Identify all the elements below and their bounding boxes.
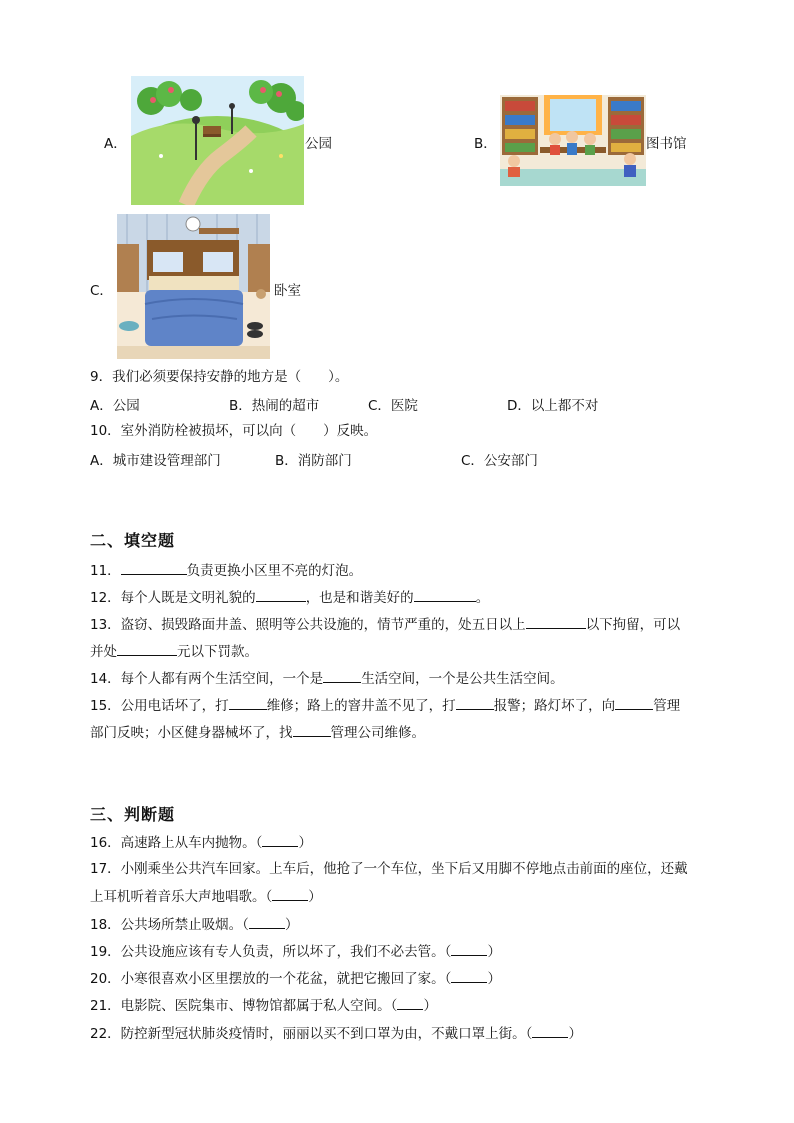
q19-answer-blank[interactable] bbox=[451, 941, 487, 956]
q17-text: 上耳机听着音乐大声地唱歌。（ bbox=[90, 889, 273, 905]
q10-option-b: B．消防部门 bbox=[275, 453, 352, 469]
bedroom-image bbox=[117, 214, 270, 359]
q18-close: ） bbox=[284, 917, 299, 933]
q15-line1 bbox=[90, 695, 680, 716]
q12-text-1: 12．每个人既是文明礼貌的 bbox=[90, 590, 256, 606]
library-image bbox=[500, 95, 646, 186]
q12-blank-1[interactable] bbox=[256, 587, 306, 602]
q13-text-1: 13．盗窃、损毁路面井盖、照明等公共设施的，情节严重的，处五日以上 bbox=[90, 617, 526, 633]
q15-text-2: 维修；路上的窨井盖不见了，打 bbox=[266, 698, 456, 714]
q13-blank-2[interactable] bbox=[117, 641, 177, 656]
q17-line1: 17．小刚乘坐公共汽车回家。上车后，他抢了一个车位，坐下后又用脚不停地点击前面的座位，还戴 bbox=[90, 861, 688, 877]
q20-text: 20．小寒很喜欢小区里摆放的一个花盆，就把它搬回了家。（ bbox=[90, 971, 452, 987]
option-b-letter: B． bbox=[474, 136, 497, 152]
q13-text-3: 并处 bbox=[90, 644, 117, 660]
q19-text: 19．公共设施应该有专人负责，所以坏了，我们不必去管。（ bbox=[90, 944, 452, 960]
q11 bbox=[90, 560, 362, 581]
q12-text-3: 。 bbox=[475, 590, 490, 606]
q12 bbox=[90, 587, 489, 608]
q17-answer-blank[interactable] bbox=[272, 886, 308, 901]
q20-close: ） bbox=[487, 971, 501, 987]
q22-answer-blank[interactable] bbox=[532, 1023, 568, 1038]
q11-blank[interactable] bbox=[121, 560, 187, 575]
q13-text-2: 以下拘留，可以 bbox=[585, 617, 681, 633]
q15-text-5: 部门反映；小区健身器械坏了，找 bbox=[90, 725, 293, 741]
q16-answer-blank[interactable] bbox=[262, 832, 298, 847]
q9-option-a: A．公园 bbox=[90, 398, 140, 414]
q13-text-4: 元以下罚款。 bbox=[177, 644, 258, 660]
q17-close: ） bbox=[308, 889, 322, 905]
q20 bbox=[90, 968, 501, 989]
q22-text: 22．防控新型冠状肺炎疫情时，丽丽以买不到口罩为由，不戴口罩上街。（ bbox=[90, 1026, 533, 1042]
q9-option-c: C．医院 bbox=[368, 398, 418, 414]
q11-text: 负责更换小区里不亮的灯泡。 bbox=[186, 563, 363, 579]
q15-blank-3[interactable] bbox=[615, 695, 653, 710]
q15-text-3: 报警；路灯坏了，向 bbox=[493, 698, 616, 714]
q18-text: 18．公共场所禁止吸烟。（ bbox=[90, 917, 249, 933]
q16-close: ） bbox=[298, 835, 312, 851]
q21-text: 21．电影院、医院集市、博物馆都属于私人空间。（ bbox=[90, 998, 398, 1014]
q15-text-4: 管理 bbox=[653, 698, 681, 714]
option-a-caption: 公园 bbox=[305, 136, 332, 152]
q19 bbox=[90, 941, 501, 962]
q10-stem: 10．室外消防栓被损坏，可以向（ ）反映。 bbox=[90, 423, 378, 439]
q19-close: ） bbox=[487, 944, 501, 960]
park-image bbox=[131, 76, 304, 205]
q16 bbox=[90, 832, 312, 853]
q15-text-1: 15．公用电话坏了，打 bbox=[90, 698, 229, 714]
section-fill-in-title: 二、填空题 bbox=[90, 531, 176, 550]
q15-text-6: 管理公司维修。 bbox=[330, 725, 425, 741]
q14-blank[interactable] bbox=[323, 668, 361, 683]
q21-answer-blank[interactable] bbox=[397, 995, 423, 1010]
q9-stem: 9．我们必须要保持安静的地方是（ ）。 bbox=[90, 369, 349, 385]
q14 bbox=[90, 668, 564, 689]
q12-text-2: ，也是和谐美好的 bbox=[305, 590, 414, 606]
q9-option-d: D．以上都不对 bbox=[507, 398, 599, 414]
q10-option-c: C．公安部门 bbox=[461, 453, 538, 469]
q9-option-b: B．热闹的超市 bbox=[229, 398, 320, 414]
q15-blank-1[interactable] bbox=[229, 695, 267, 710]
q15-blank-4[interactable] bbox=[293, 722, 331, 737]
q18-answer-blank[interactable] bbox=[249, 914, 285, 929]
q17-line2 bbox=[90, 886, 322, 907]
option-c-letter: C． bbox=[90, 283, 113, 299]
q14-text-1: 14．每个人都有两个生活空间，一个是 bbox=[90, 671, 324, 687]
q13-line2 bbox=[90, 641, 258, 662]
q14-text-2: 生活空间，一个是公共生活空间。 bbox=[361, 671, 564, 687]
q20-answer-blank[interactable] bbox=[451, 968, 487, 983]
q21-close: ） bbox=[423, 998, 437, 1014]
q22-close: ） bbox=[568, 1026, 582, 1042]
option-b-caption: 图书馆 bbox=[646, 136, 687, 152]
q12-blank-2[interactable] bbox=[414, 587, 476, 602]
q21 bbox=[90, 995, 437, 1016]
q10-option-a: A．城市建设管理部门 bbox=[90, 453, 221, 469]
q18 bbox=[90, 914, 298, 935]
q13-blank-1[interactable] bbox=[526, 614, 586, 629]
q11-num: 11． bbox=[90, 563, 121, 579]
q15-blank-2[interactable] bbox=[456, 695, 494, 710]
option-c-caption: 卧室 bbox=[274, 283, 301, 299]
q16-text: 16．高速路上从车内抛物。（ bbox=[90, 835, 263, 851]
section-judgment-title: 三、判断题 bbox=[90, 805, 176, 824]
option-a-letter: A． bbox=[104, 136, 127, 152]
q15-line2 bbox=[90, 722, 425, 743]
q13-line1 bbox=[90, 614, 680, 635]
q22 bbox=[90, 1023, 582, 1044]
